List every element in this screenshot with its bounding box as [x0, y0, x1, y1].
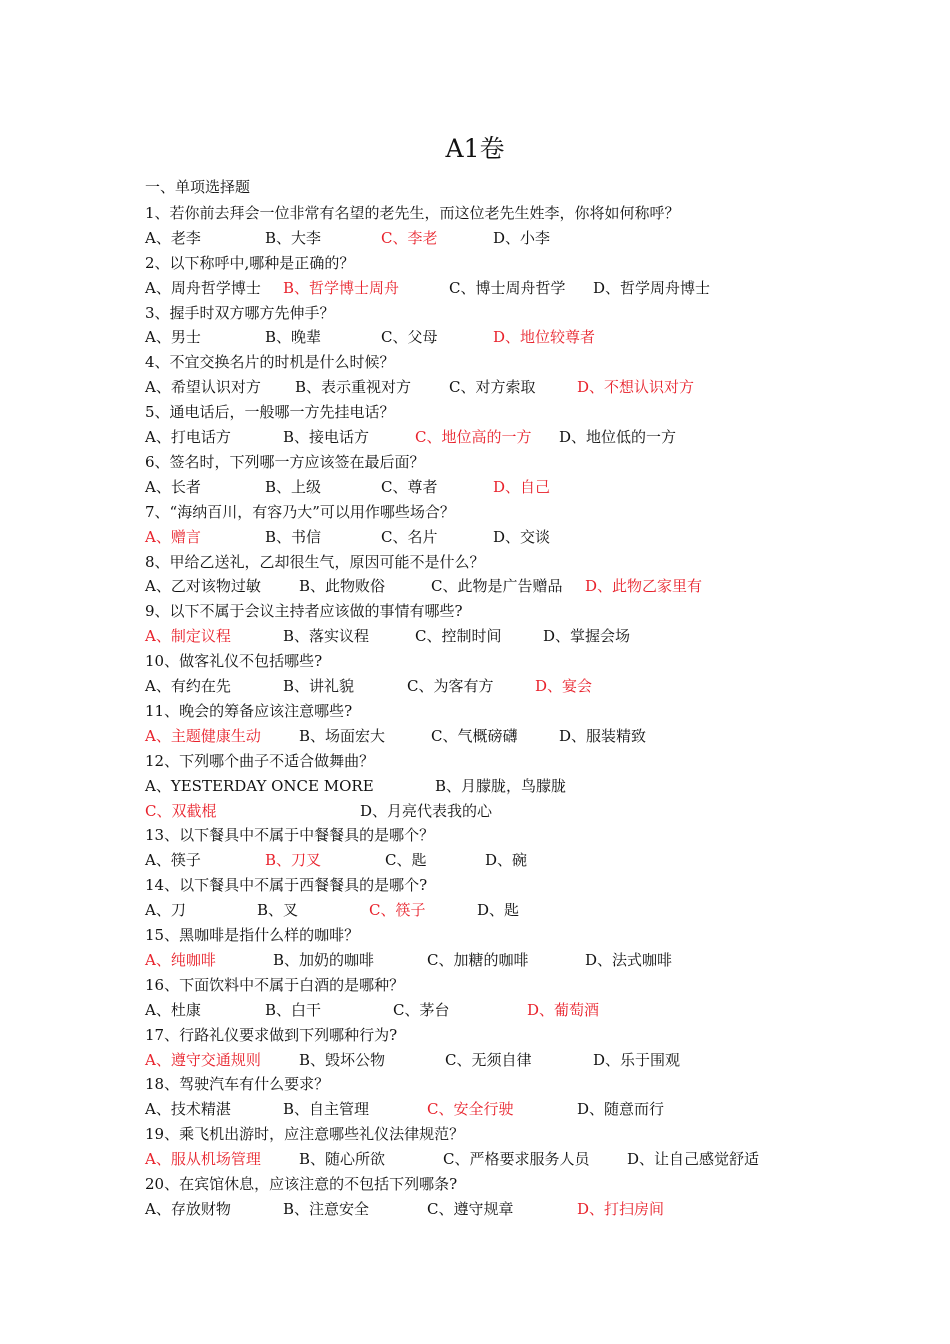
option: B、讲礼貌 — [283, 677, 355, 696]
option: D、交谈 — [493, 527, 551, 546]
option: B、自主管理 — [283, 1100, 370, 1119]
option: A、筷子 — [145, 851, 201, 870]
question-text: 8、甲给乙送礼，乙却很生气，原因可能不是什么？ — [145, 552, 485, 571]
options-row — [145, 674, 845, 699]
options-row — [145, 724, 845, 749]
option: C、控制时间 — [415, 627, 502, 646]
options-row — [145, 1147, 845, 1172]
options-row — [145, 475, 845, 500]
option: B、接电话方 — [283, 428, 370, 447]
options-row — [145, 799, 845, 824]
option: A、老李 — [145, 228, 201, 247]
option: C、此物是广告赠品 — [431, 577, 563, 596]
option: C、茅台 — [393, 1000, 450, 1019]
question-item — [145, 301, 845, 351]
option: D、地位低的一方 — [559, 428, 677, 447]
question-text: 12、下列哪个曲子不适合做舞曲？ — [145, 751, 375, 770]
options-row — [145, 276, 845, 301]
options-row — [145, 226, 845, 251]
option: D、月亮代表我的心 — [360, 801, 493, 820]
option: A、技术精湛 — [145, 1100, 231, 1119]
question-item — [145, 1023, 845, 1073]
document-title: A1卷 — [445, 134, 505, 163]
question-text: 10、做客礼仪不包括哪些? — [145, 652, 323, 671]
options-row — [145, 948, 845, 973]
option: A、男士 — [145, 328, 201, 347]
options-row — [145, 848, 845, 873]
option: B、月朦胧，鸟朦胧 — [435, 776, 567, 795]
option: C、气概磅礴 — [431, 726, 518, 745]
option: D、哲学周舟博士 — [593, 278, 711, 297]
option: D、乐于围观 — [593, 1050, 681, 1069]
option: C、博士周舟哲学 — [449, 278, 566, 297]
option: A、周舟哲学博士 — [145, 278, 261, 297]
correct-option: C、李老 — [381, 228, 438, 247]
question-text: 2、以下称呼中,哪种是正确的？ — [145, 253, 355, 272]
correct-option: A、服从机场管理 — [145, 1150, 261, 1169]
option: D、碗 — [485, 851, 528, 870]
question-text: 3、握手时双方哪方先伸手？ — [145, 303, 335, 322]
option: B、加奶的咖啡 — [273, 950, 375, 969]
correct-option: C、双截棍 — [145, 801, 217, 820]
question-item — [145, 251, 845, 301]
question-item — [145, 649, 845, 699]
question-item — [145, 350, 845, 400]
question-item — [145, 201, 845, 251]
option: B、书信 — [265, 527, 322, 546]
option: B、落实议程 — [283, 627, 370, 646]
options-row — [145, 525, 845, 550]
correct-option: A、制定议程 — [145, 627, 231, 646]
correct-option: C、地位高的一方 — [415, 428, 532, 447]
option: B、白干 — [265, 1000, 322, 1019]
question-item — [145, 749, 845, 824]
option: A、打电话方 — [145, 428, 231, 447]
question-text: 18、驾驶汽车有什么要求？ — [145, 1075, 330, 1094]
option: B、毁坏公物 — [299, 1050, 386, 1069]
option: D、让自己感觉舒适 — [627, 1150, 760, 1169]
option: D、服装精致 — [559, 726, 647, 745]
option: D、掌握会场 — [543, 627, 631, 646]
option: D、匙 — [477, 901, 520, 920]
option: C、遵守规章 — [427, 1199, 514, 1218]
question-text: 20、在宾馆休息，应该注意的不包括下列哪条? — [145, 1175, 458, 1194]
correct-option: A、主题健康生动 — [145, 726, 261, 745]
option: A、杜康 — [145, 1000, 201, 1019]
question-text: 13、以下餐具中不属于中餐餐具的是哪个？ — [145, 826, 435, 845]
option: B、表示重视对方 — [295, 378, 412, 397]
question-item — [145, 973, 845, 1023]
options-row — [145, 624, 845, 649]
correct-option: D、不想认识对方 — [577, 378, 695, 397]
option: A、刀 — [145, 901, 186, 920]
option: B、大李 — [265, 228, 322, 247]
question-text: 11、晚会的筹备应该注意哪些? — [145, 701, 353, 720]
option: B、叉 — [257, 901, 299, 920]
question-item — [145, 500, 845, 550]
option: A、长者 — [145, 477, 201, 496]
section-heading: 一、单项选择题 — [145, 178, 251, 196]
correct-option: A、纯咖啡 — [145, 950, 216, 969]
question-text: 16、下面饮料中不属于白酒的是哪种？ — [145, 975, 405, 994]
question-item — [145, 450, 845, 500]
options-row — [145, 1048, 845, 1073]
option: A、希望认识对方 — [145, 378, 261, 397]
question-item — [145, 400, 845, 450]
option: B、此物败俗 — [299, 577, 386, 596]
options-row — [145, 898, 845, 923]
correct-option: A、遵守交通规则 — [145, 1050, 261, 1069]
option: B、场面宏大 — [299, 726, 386, 745]
options-row — [145, 574, 845, 599]
question-text: 4、不宜交换名片的时机是什么时候？ — [145, 353, 395, 372]
question-text: 14、以下餐具中不属于西餐餐具的是哪个? — [145, 876, 428, 895]
option: C、名片 — [381, 527, 438, 546]
correct-option: B、哲学博士周舟 — [283, 278, 400, 297]
options-row — [145, 1097, 845, 1122]
question-text: 7、“海纳百川，有容乃大”可以用作哪些场合？ — [145, 502, 455, 521]
option: A、乙对该物过敏 — [145, 577, 261, 596]
correct-option: D、自己 — [493, 477, 551, 496]
question-item — [145, 1122, 845, 1172]
option: C、加糖的咖啡 — [427, 950, 529, 969]
question-text: 6、签名时，下列哪一方应该签在最后面？ — [145, 452, 425, 471]
question-text: 19、乘飞机出游时，应注意哪些礼仪法律规范？ — [145, 1125, 465, 1144]
question-item — [145, 873, 845, 923]
options-row — [145, 998, 845, 1023]
question-item — [145, 923, 845, 973]
correct-option: C、安全行驶 — [427, 1100, 514, 1119]
question-text: 1、若你前去拜会一位非常有名望的老先生，而这位老先生姓李，你将如何称呼？ — [145, 204, 680, 222]
correct-option: D、葡萄酒 — [527, 1000, 600, 1019]
question-item — [145, 1172, 845, 1222]
options-row — [145, 425, 845, 450]
question-list — [145, 201, 845, 1222]
correct-option: A、赠言 — [145, 527, 201, 546]
correct-option: D、此物乙家里有 — [585, 577, 703, 596]
option: C、为客有方 — [407, 677, 494, 696]
option: A、YESTERDAY ONCE MORE — [145, 776, 374, 795]
question-text: 9、以下不属于会议主持者应该做的事情有哪些? — [145, 602, 463, 621]
option: D、随意而行 — [577, 1100, 665, 1119]
question-item — [145, 699, 845, 749]
options-row — [145, 325, 845, 350]
question-item — [145, 823, 845, 873]
question-item — [145, 1072, 845, 1122]
question-item — [145, 550, 845, 600]
option: C、尊者 — [381, 477, 438, 496]
options-row — [145, 774, 845, 799]
correct-option: D、地位较尊者 — [493, 328, 596, 347]
options-row — [145, 1197, 845, 1222]
option: C、对方索取 — [449, 378, 536, 397]
question-item — [145, 599, 845, 649]
option: D、法式咖啡 — [585, 950, 673, 969]
correct-option: C、筷子 — [369, 901, 426, 920]
option: C、父母 — [381, 328, 438, 347]
question-text: 15、黑咖啡是指什么样的咖啡？ — [145, 926, 360, 945]
option: B、晚辈 — [265, 328, 322, 347]
question-text: 17、行路礼仪要求做到下列哪种行为? — [145, 1025, 398, 1044]
correct-option: B、刀叉 — [265, 851, 322, 870]
option: C、无须自律 — [445, 1050, 532, 1069]
correct-option: D、打扫房间 — [577, 1199, 665, 1218]
option: C、严格要求服务人员 — [443, 1150, 590, 1169]
option: A、存放财物 — [145, 1199, 231, 1218]
option: C、匙 — [385, 851, 427, 870]
option: B、上级 — [265, 477, 322, 496]
correct-option: D、宴会 — [535, 677, 593, 696]
option: D、小李 — [493, 228, 551, 247]
option: A、有约在先 — [145, 677, 231, 696]
options-row — [145, 375, 845, 400]
option: B、随心所欲 — [299, 1150, 386, 1169]
question-text: 5、通电话后，一般哪一方先挂电话？ — [145, 403, 395, 422]
option: B、注意安全 — [283, 1199, 370, 1218]
